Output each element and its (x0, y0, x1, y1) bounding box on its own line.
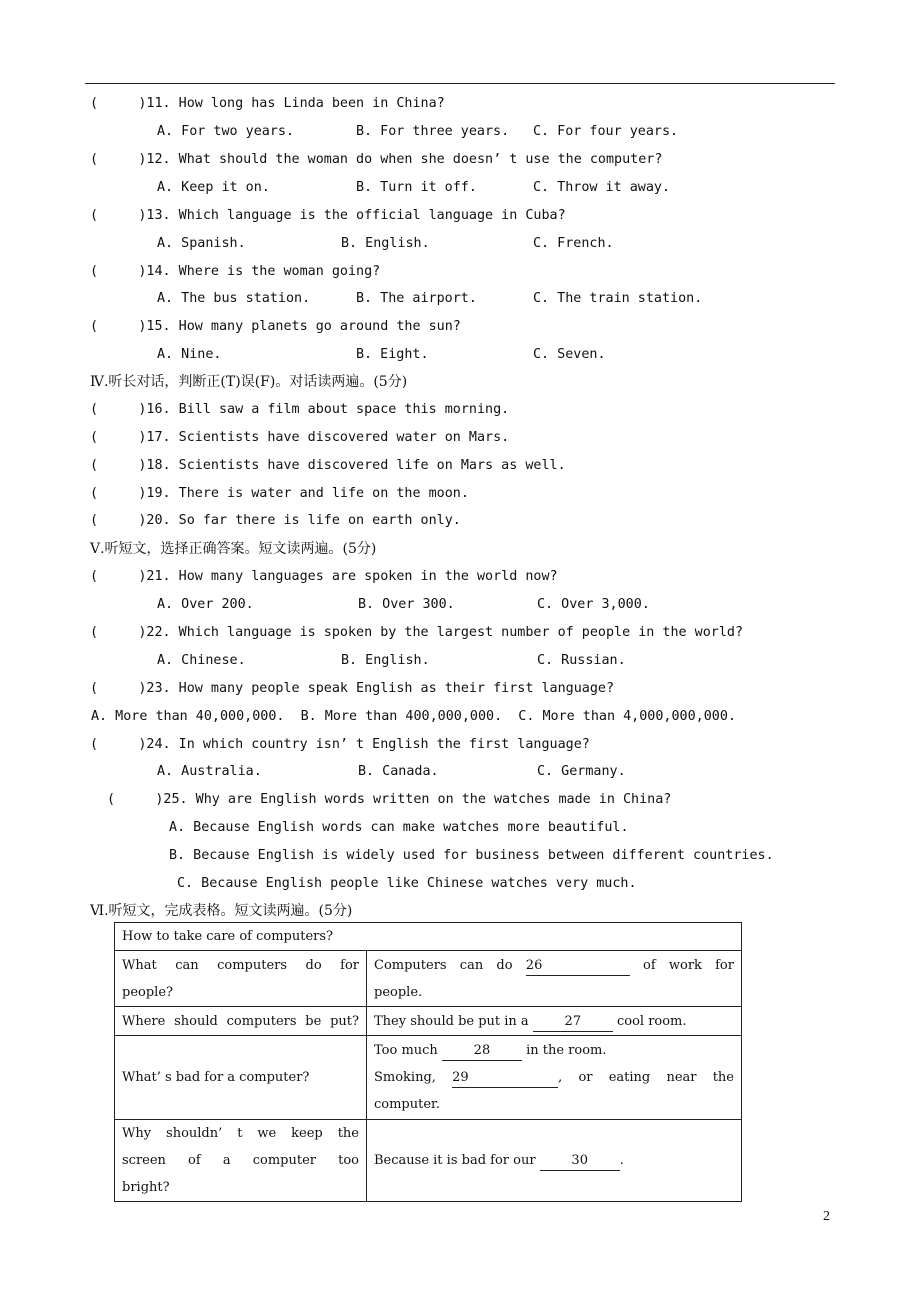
question-12: ( )12. What should the woman do when she doesn’ t use the computer? (90, 152, 663, 167)
question-19: ( )19. There is water and life on the moon. (90, 486, 469, 501)
row3-question: What’ s bad for a computer? (115, 1036, 367, 1120)
option-12a: A. Keep it on. (157, 180, 270, 195)
option-11a: A. For two years. (157, 124, 295, 139)
option-13c: C. French. (533, 236, 614, 251)
table-row (115, 951, 742, 1007)
option-24a: A. Australia. (157, 764, 262, 779)
option-21c: C. Over 3,000. (537, 597, 650, 612)
question-25: ( )25. Why are English words written on the watches made in China? (107, 792, 672, 807)
blank-26[interactable]: 26 (526, 957, 630, 976)
section-5-heading: Ⅴ.听短文，选择正确答案。短文读两遍。(5分) (90, 541, 377, 557)
question-17: ( )17. Scientists have discovered water on Mars. (90, 430, 510, 445)
question-21: ( )21. How many languages are spoken in the world now? (90, 569, 558, 584)
option-15a: A. Nine. (157, 347, 222, 362)
option-11b: B. For three years. (356, 124, 510, 139)
row2-answer: They should be put in a 27 cool room. (367, 1007, 742, 1036)
section-4-heading: Ⅳ.听长对话，判断正(T)误(F)。对话读两遍。(5分) (90, 374, 408, 390)
page-number: 2 (823, 1209, 830, 1224)
question-20: ( )20. So far there is life on earth only. (90, 513, 461, 528)
question-18: ( )18. Scientists have discovered life on Mars as well. (90, 458, 566, 473)
option-21a: A. Over 200. (157, 597, 254, 612)
option-15c: C. Seven. (533, 347, 606, 362)
option-22a: A. Chinese. (157, 653, 246, 668)
table-row (115, 1036, 742, 1120)
option-22b: B. English. (341, 653, 430, 668)
option-14a: A. The bus station. (157, 291, 311, 306)
option-11c: C. For four years. (533, 124, 679, 139)
question-16: ( )16. Bill saw a film about space this morning. (90, 402, 510, 417)
option-21b: B. Over 300. (358, 597, 455, 612)
question-11: ( )11. How long has Linda been in China? (90, 96, 445, 111)
table-row (115, 1120, 742, 1202)
row1-answer: Computers can do 26 of work for people. (367, 951, 742, 1007)
blank-27[interactable]: 27 (533, 1013, 613, 1032)
row3-answer: Too much 28 in the room. Smoking, 29 , or eating near the computer. (367, 1036, 742, 1120)
option-25c: C. Because English people like Chinese watches very much. (177, 876, 637, 891)
option-15b: B. Eight. (356, 347, 429, 362)
computer-care-table (114, 922, 742, 1202)
top-rule (85, 83, 835, 84)
option-25b: B. Because English is widely used for business between different countries. (169, 848, 774, 863)
blank-30[interactable]: 30 (540, 1152, 620, 1171)
question-24: ( )24. In which country isn’ t English the first language? (90, 737, 590, 752)
option-12b: B. Turn it off. (356, 180, 477, 195)
section-6-heading: Ⅵ.听短文，完成表格。短文读两遍。(5分) (90, 903, 353, 919)
table-row (115, 1007, 742, 1036)
row4-question: Why shouldn’ t we keep the screen of a computer too bright? (115, 1120, 367, 1202)
option-24c: C. Germany. (537, 764, 626, 779)
question-14: ( )14. Where is the woman going? (90, 264, 381, 279)
option-14c: C. The train station. (533, 291, 703, 306)
blank-28[interactable]: 28 (442, 1042, 522, 1061)
option-13b: B. English. (341, 236, 430, 251)
question-23: ( )23. How many people speak English as their first language? (90, 681, 615, 696)
row4-answer: Because it is bad for our 30 . (367, 1120, 742, 1202)
row2-question: Where should computers be put? (115, 1007, 367, 1036)
blank-29[interactable]: 29 (452, 1069, 558, 1088)
option-14b: B. The airport. (356, 291, 477, 306)
question-13: ( )13. Which language is the official language in Cuba? (90, 208, 566, 223)
option-13a: A. Spanish. (157, 236, 246, 251)
option-12c: C. Throw it away. (533, 180, 671, 195)
options-23: A. More than 40,000,000. B. More than 400,000,000. C. More than 4,000,000,000. (91, 709, 736, 724)
option-22c: C. Russian. (537, 653, 626, 668)
question-15: ( )15. How many planets go around the sun? (90, 319, 461, 334)
row1-question: What can computers do for people? (115, 951, 367, 1007)
question-22: ( )22. Which language is spoken by the largest number of people in the world? (90, 625, 744, 640)
option-24b: B. Canada. (358, 764, 439, 779)
table-title: How to take care of computers? (115, 923, 742, 951)
option-25a: A. Because English words can make watches more beautiful. (169, 820, 629, 835)
